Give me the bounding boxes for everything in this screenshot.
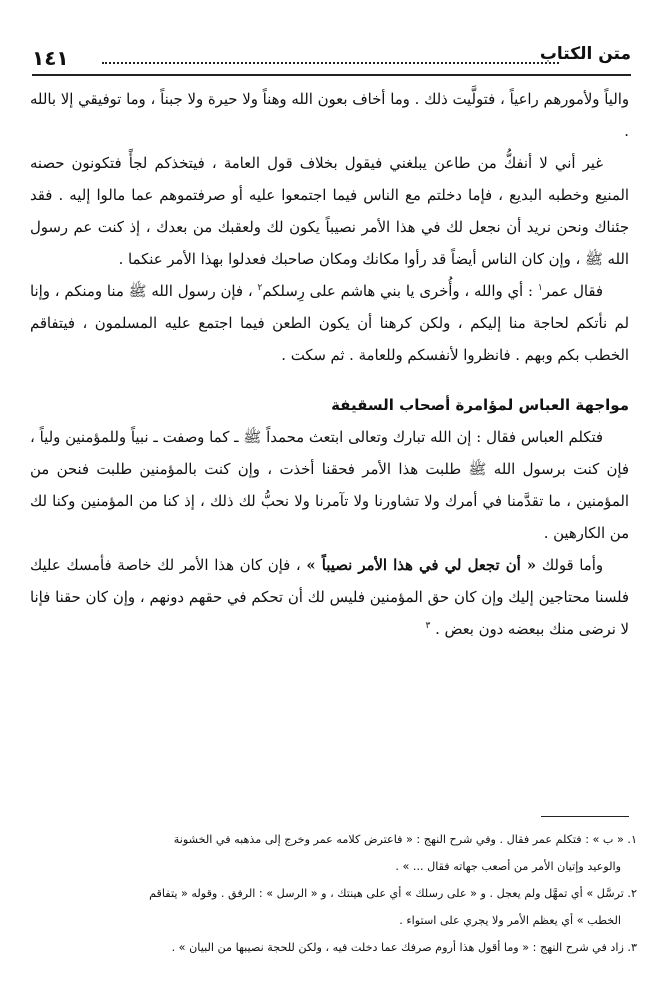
- section-heading: مواجهة العباس لمؤامرة أصحاب السقيفة: [331, 396, 629, 414]
- paragraph-5-start: وأما قولك: [536, 557, 603, 574]
- footnote-1-line-2: والوعيد وإتيان الأمر من أصعب جهاته فقال ... » .: [395, 860, 621, 873]
- footnote-2-line-1: ٢. ترسَّل » أي تمهَّل ولم يعجل . و « على رسلك » أي على هينتك ، و « الرسل » : الرفق . وقوله « يتفاقم: [149, 887, 637, 900]
- paragraph-5-end: ، فإن كان هذا الأمر لك خاصة فأمسك عليك فلسنا محتاجين إليك وإن كان حق المؤمنين فليس لك أن تحكم في حقهم دونهم ، وإن كان حقنا فإنا لا نرضى منك ببعضه دون بعض .: [30, 557, 629, 638]
- running-title: متن الكتاب: [539, 44, 631, 64]
- footnote-2-line-2: الخطب » أي يعظم الأمر ولا يجري على استواء .: [399, 914, 621, 927]
- footnote-1-line-1: ١. « ب » : فتكلم عمر فقال . وفي شرح النهج : « فاعترض كلامه عمر وخرج إلى مذهبه في الخشونة: [173, 833, 637, 846]
- footnote-ref-3[interactable]: ٣: [425, 621, 431, 632]
- paragraph-5: [30, 550, 629, 646]
- footnote-ref-1[interactable]: ١: [537, 283, 543, 294]
- footnote-3: ٣. زاد في شرح النهج : « وما أقول هذا أروم صرفك عما دخلت فيه ، ولكن للحجة نصيبها من البيان » .: [171, 941, 637, 954]
- paragraph-3-start: فقال عمر: [542, 283, 603, 300]
- paragraph-3-end: ، فإن رسول الله ﷺ منا ومنكم ، وإنا لم نأتكم لحاجة منا إليكم ، ولكن كرهنا أن يكون الطعن فيما اجتمع عليه المسلمون ، فيتفاقم الخطب بكم وبهم . فانظروا لأنفسكم وللعامة . ثم سكت .: [30, 283, 629, 364]
- paragraph-3: [30, 276, 629, 372]
- paragraph-4: فتكلم العباس فقال : إن الله تبارك وتعالى ابتعث محمداً ﷺ ـ كما وصفت ـ نبياً وللمؤمنين ولياً ، فإن كنت برسول الله ﷺ طلبت هذا الأمر فحقنا أخذت ، وإن كنت بالمؤمنين طلبت فنحن من المؤمنين ، ما تقدَّمنا في أمرك ولا تشاورنا ولا تآمرنا ولا نحبُّ لك ذلك ، إذ كنا من المؤمنين وكنا لك من الكارهين .: [30, 429, 629, 542]
- footnote-ref-2[interactable]: ٢: [257, 283, 263, 294]
- paragraph-2: غير أني لا أنفكُّ من طاعن يبلغني فيقول بخلاف قول العامة ، فيتخذكم لجأً فتكونون حصنه المنيع وخطبه البديع ، فإما دخلتم مع الناس فيما اجتمعوا عليه أو صرفتموهم عما مالوا إليه . فقد جئناك ونحن نريد أن نجعل لك في هذا الأمر نصيباً يكون لك ولعقبك من بعدك ، إذ كنت عم رسول الله ﷺ ، وإن كان الناس أيضاً قد رأوا مكانك ومكان صاحبك فعدلوا بهذا الأمر عنكما .: [30, 155, 629, 268]
- paragraph-1: والياً ولأمورهم راعياً ، فتولَّيت ذلك . وما أخاف بعون الله وهناً ولا حيرة ولا جبناً ، وما توفيقي إلا بالله .: [30, 91, 629, 140]
- footnotes: [30, 826, 637, 961]
- quoted-phrase: « أن تجعل لي في هذا الأمر نصيباً »: [306, 557, 537, 574]
- footnote-separator: [541, 816, 629, 817]
- page-number: ١٤١: [32, 46, 69, 70]
- main-text: [30, 84, 629, 646]
- page-header: [32, 44, 631, 76]
- paragraph-3-middle: : أي والله ، وأُخرى يا بني هاشم على رِسلكم: [262, 283, 538, 300]
- header-dot-leader: [102, 52, 559, 64]
